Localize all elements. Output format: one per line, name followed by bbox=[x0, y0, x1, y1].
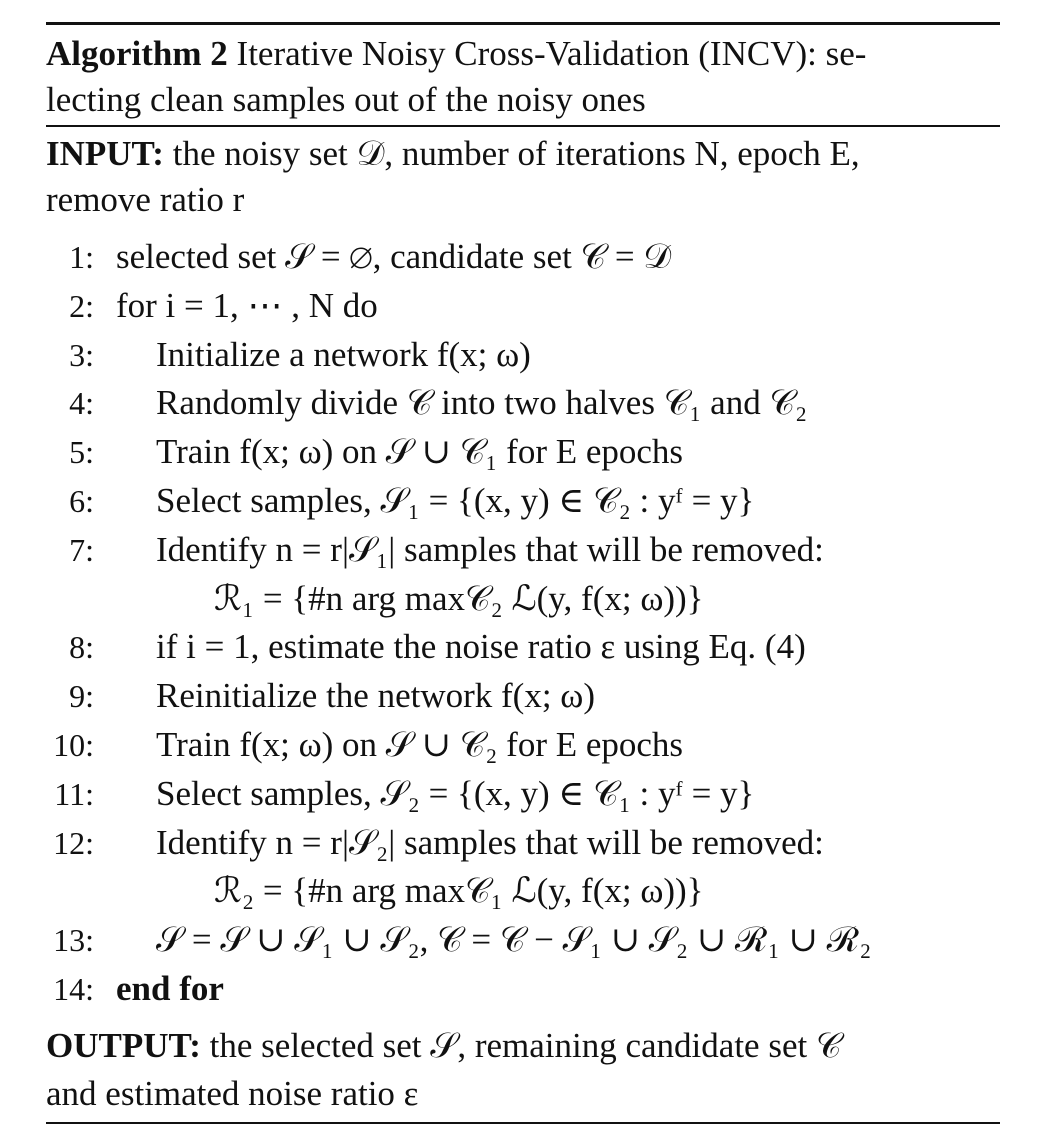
line-number: 2: bbox=[69, 287, 94, 324]
line-text: Identify n = r|𝒮₁| samples that will be removed: bbox=[156, 529, 824, 569]
step-line bbox=[46, 331, 1000, 380]
step-line bbox=[46, 916, 1000, 965]
line-text: Randomly divide 𝒞 into two halves 𝒞₁ and 𝒞₂ bbox=[156, 383, 808, 423]
algorithm-box bbox=[46, 22, 1000, 1124]
line-number: 12: bbox=[53, 824, 94, 861]
line-number: 3: bbox=[69, 336, 94, 373]
step-line-continuation bbox=[46, 867, 1000, 916]
line-number: 10: bbox=[53, 726, 94, 763]
step-line bbox=[46, 965, 1000, 1014]
line-number: 7: bbox=[69, 531, 94, 568]
algorithm-caption bbox=[46, 25, 1000, 125]
line-text: ℛ₂ = {#n arg max𝒞₁ ℒ(y, f(x; ω))} bbox=[214, 871, 704, 911]
step-line bbox=[46, 477, 1000, 526]
line-number: 14: bbox=[53, 970, 94, 1007]
line-text: ℛ₁ = {#n arg max𝒞₂ ℒ(y, f(x; ω))} bbox=[214, 578, 704, 618]
step-line bbox=[46, 819, 1000, 868]
line-text: Initialize a network f(x; ω) bbox=[156, 334, 531, 374]
input-text: the noisy set 𝒟, number of iterations N, epoch E, bbox=[172, 134, 860, 173]
line-number: 6: bbox=[69, 482, 94, 519]
algorithm-label: Algorithm 2 bbox=[46, 34, 228, 73]
output-text: the selected set 𝒮, remaining candidate set 𝒞 bbox=[209, 1025, 842, 1065]
line-text: Train f(x; ω) on 𝒮 ∪ 𝒞₂ for E epochs bbox=[156, 724, 684, 764]
step-line bbox=[46, 379, 1000, 428]
line-text: 𝒮 = 𝒮 ∪ 𝒮₁ ∪ 𝒮₂, 𝒞 = 𝒞 − 𝒮₁ ∪ 𝒮₂ ∪ ℛ₁ ∪ ℛ₂ bbox=[156, 920, 872, 960]
line-text: for i = 1, ⋯ , N do bbox=[116, 285, 378, 325]
step-line bbox=[46, 282, 1000, 331]
line-number: 5: bbox=[69, 434, 94, 471]
line-number: 4: bbox=[69, 385, 94, 422]
line-text: Reinitialize the network f(x; ω) bbox=[156, 676, 596, 716]
algorithm-title-cont: lecting clean samples out of the noisy ones bbox=[46, 80, 646, 119]
step-line-continuation bbox=[46, 575, 1000, 624]
line-number: 8: bbox=[69, 629, 94, 666]
algorithm-steps bbox=[46, 233, 1000, 1014]
step-line bbox=[46, 623, 1000, 672]
line-text: Select samples, 𝒮₂ = {(x, y) ∈ 𝒞₁ : yᶠ = y} bbox=[156, 773, 755, 813]
line-number: 9: bbox=[69, 678, 94, 715]
algorithm-title: Iterative Noisy Cross-Validation (INCV): se- bbox=[236, 34, 867, 73]
line-number: 1: bbox=[69, 239, 94, 275]
output-label: OUTPUT: bbox=[46, 1025, 201, 1065]
line-number: 11: bbox=[54, 775, 94, 812]
line-text: if i = 1, estimate the noise ratio ε using Eq. (4) bbox=[156, 627, 806, 667]
line-text: end for bbox=[116, 968, 224, 1008]
step-line bbox=[46, 233, 1000, 282]
step-line bbox=[46, 526, 1000, 575]
input-label: INPUT: bbox=[46, 134, 164, 173]
line-number: 13: bbox=[53, 922, 94, 959]
step-line bbox=[46, 770, 1000, 819]
step-line bbox=[46, 721, 1000, 770]
step-line bbox=[46, 428, 1000, 477]
input-block bbox=[46, 127, 1000, 233]
input-text-cont: remove ratio r bbox=[46, 180, 245, 219]
line-text: Train f(x; ω) on 𝒮 ∪ 𝒞₁ for E epochs bbox=[156, 432, 684, 472]
bottom-rule bbox=[46, 1122, 1000, 1124]
output-text-cont: and estimated noise ratio ε bbox=[46, 1073, 419, 1113]
output-block bbox=[46, 1014, 1000, 1122]
line-text: Identify n = r|𝒮₂| samples that will be removed: bbox=[156, 822, 824, 862]
line-text: selected set 𝒮 = ∅, candidate set 𝒞 = 𝒟 bbox=[116, 237, 672, 276]
line-text: Select samples, 𝒮₁ = {(x, y) ∈ 𝒞₂ : yᶠ = y} bbox=[156, 480, 755, 520]
step-line bbox=[46, 672, 1000, 721]
